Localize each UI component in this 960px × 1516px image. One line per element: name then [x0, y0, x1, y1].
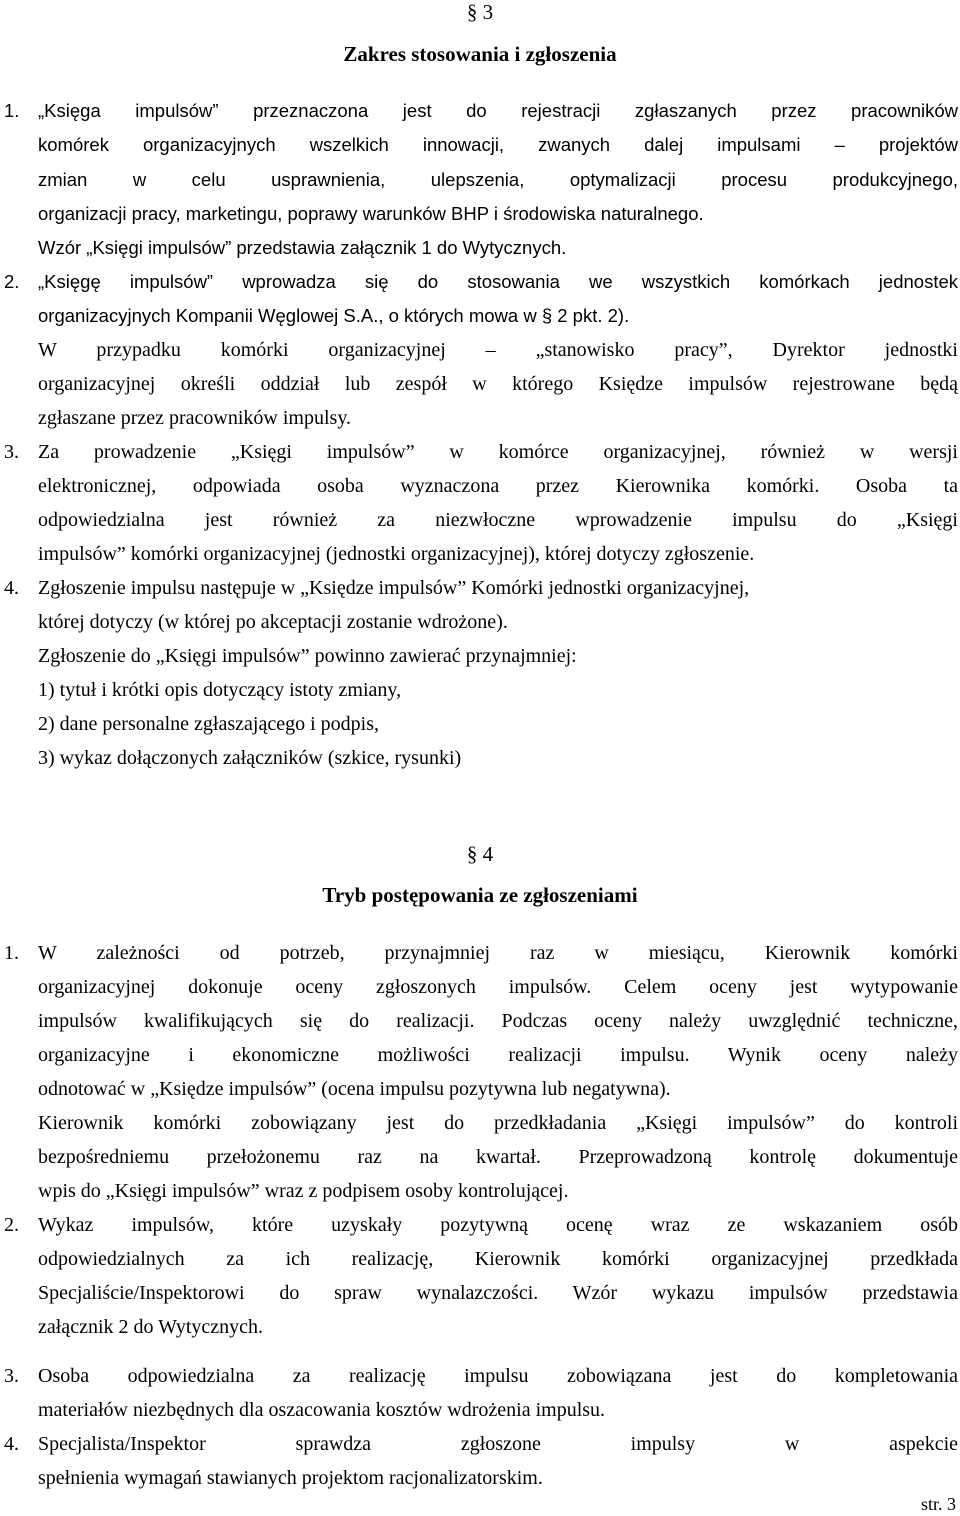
paragraph-line: odpowiedzialna jest również za niezwłoczne wprowadzenie impulsu do „Księgi [38, 509, 958, 531]
paragraph-line: wpis do „Księgi impulsów” wraz z podpisem osoby kontrolującej. [38, 1180, 569, 1202]
paragraph-line: organizacji pracy, marketingu, poprawy warunków BHP i środowiska naturalnego. [38, 203, 704, 224]
item-number: 3. [4, 441, 19, 463]
item-number: 4. [4, 577, 19, 599]
paragraph-line: której dotyczy (w której po akceptacji zostanie wdrożone). [38, 611, 508, 633]
paragraph-line: spełnienia wymagań stawianych projektom racjonalizatorskim. [38, 1467, 543, 1489]
paragraph-line: Osoba odpowiedzialna za realizację impulsu zobowiązana jest do kompletowania [38, 1365, 958, 1387]
paragraph-line: materiałów niezbędnych dla oszacowania kosztów wdrożenia impulsu. [38, 1399, 606, 1421]
item-number: 2. [4, 271, 20, 292]
page-number: str. 3 [920, 1494, 956, 1514]
item-number: 3. [4, 1365, 19, 1387]
paragraph-line: zmian w celu usprawnienia, ulepszenia, optymalizacji procesu produkcyjnego, [38, 169, 958, 190]
paragraph-line: organizacyjnej określi oddział lub zespół w którego Księdze impulsów rejestrowane będą [38, 373, 958, 395]
paragraph-line: elektronicznej, odpowiada osoba wyznaczona przez Kierownika komórki. Osoba ta [38, 475, 958, 497]
paragraph-line: Zgłoszenie do „Księgi impulsów” powinno zawierać przynajmniej: [38, 645, 577, 667]
paragraph-line: organizacyjne i ekonomiczne możliwości realizacji impulsu. Wynik oceny należy [38, 1044, 958, 1066]
paragraph-line: organizacyjnych Kompanii Węglowej S.A., o których mowa w § 2 pkt. 2). [38, 305, 630, 326]
item-number: 4. [4, 1433, 19, 1455]
item-number: 2. [4, 1214, 19, 1236]
paragraph-line: Zgłoszenie impulsu następuje w „Księdze impulsów” Komórki jednostki organizacyjnej, [38, 577, 750, 599]
paragraph-line: impulsów kwalifikujących się do realizacji. Podczas oceny należy uwzględnić techniczne, [38, 1010, 958, 1032]
list-item: 2) dane personalne zgłaszającego i podpis, [38, 713, 379, 735]
section-symbol: § 3 [466, 0, 494, 24]
paragraph-line: bezpośredniemu przełożonemu raz na kwartał. Przeprowadzoną kontrolę dokumentuje [38, 1146, 958, 1168]
paragraph-line: Wzór „Księgi impulsów” przedstawia załącznik 1 do Wytycznych. [38, 237, 567, 258]
paragraph-line: załącznik 2 do Wytycznych. [38, 1316, 263, 1338]
paragraph-line: Kierownik komórki zobowiązany jest do przedkładania „Księgi impulsów” do kontroli [38, 1112, 958, 1134]
paragraph-line: Specjaliście/Inspektorowi do spraw wynalazczości. Wzór wykazu impulsów przedstawia [38, 1282, 958, 1304]
section-symbol: § 4 [466, 842, 494, 866]
section-title: Tryb postępowania ze zgłoszeniami [322, 883, 638, 907]
paragraph-line: „Księga impulsów” przeznaczona jest do rejestracji zgłaszanych przez pracowników [38, 100, 958, 121]
paragraph-line: W przypadku komórki organizacyjnej – „stanowisko pracy”, Dyrektor jednostki [38, 339, 958, 361]
paragraph-line: W zależności od potrzeb, przynajmniej raz w miesiącu, Kierownik komórki [38, 942, 958, 964]
list-item: 3) wykaz dołączonych załączników (szkice, rysunki) [38, 747, 462, 769]
paragraph-line: odpowiedzialnych za ich realizację, Kierownik komórki organizacyjnej przedkłada [38, 1248, 958, 1270]
paragraph-line: Specjalista/Inspektor sprawdza zgłoszone impulsy w aspekcie [38, 1433, 958, 1455]
list-item: 1) tytuł i krótki opis dotyczący istoty zmiany, [38, 679, 402, 701]
paragraph-line: zgłaszane przez pracowników impulsy. [38, 407, 352, 429]
paragraph-line: Za prowadzenie „Księgi impulsów” w komórce organizacyjnej, również w wersji [38, 441, 958, 463]
item-number: 1. [4, 942, 19, 964]
item-number: 1. [4, 100, 20, 121]
section-title: Zakres stosowania i zgłoszenia [343, 42, 617, 66]
paragraph-line: Wykaz impulsów, które uzyskały pozytywną ocenę wraz ze wskazaniem osób [38, 1214, 958, 1236]
paragraph-line: organizacyjnej dokonuje oceny zgłoszonych impulsów. Celem oceny jest wytypowanie [38, 976, 958, 998]
paragraph-line: komórek organizacyjnych wszelkich innowacji, zwanych dalej impulsami – projektów [38, 134, 958, 155]
paragraph-line: „Księgę impulsów” wprowadza się do stosowania we wszystkich komórkach jednostek [38, 271, 958, 292]
paragraph-line: odnotować w „Księdze impulsów” (ocena impulsu pozytywna lub negatywna). [38, 1078, 671, 1100]
paragraph-line: impulsów” komórki organizacyjnej (jednostki organizacyjnej), której dotyczy zgłoszenie. [38, 543, 755, 565]
